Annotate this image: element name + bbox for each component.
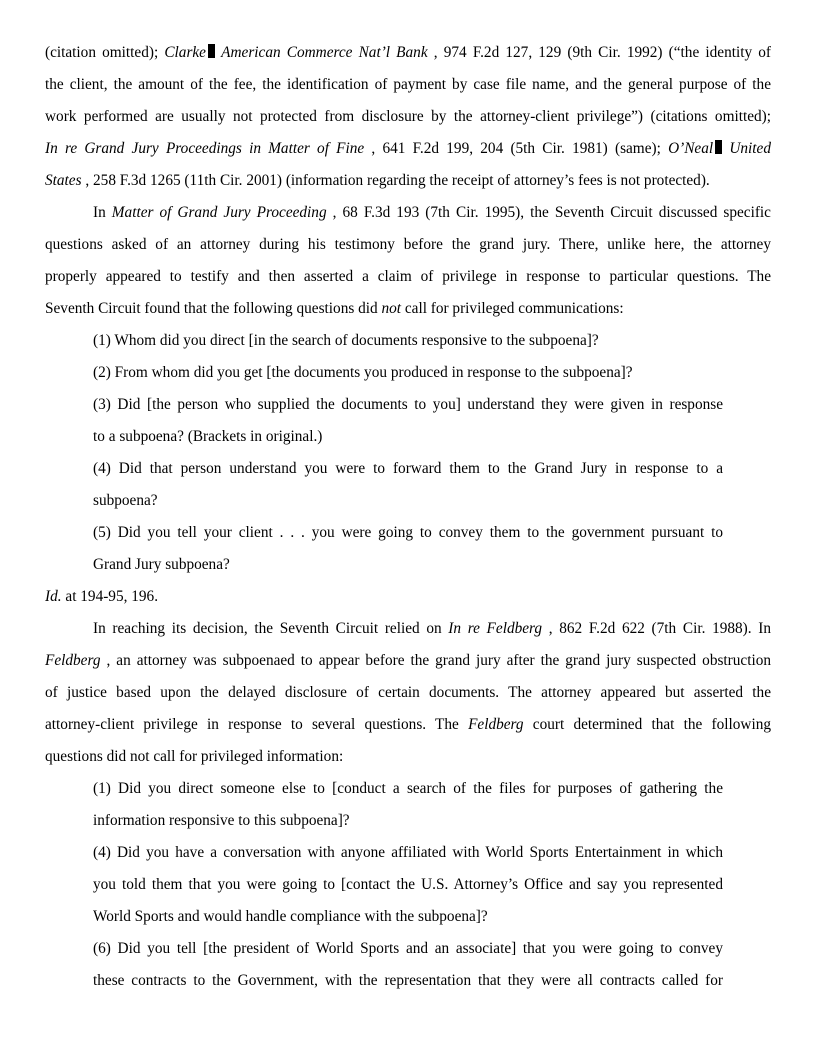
case-name: American Commerce Nat’l Bank (221, 44, 428, 61)
text-run: , 258 F.3d 1265 (11th Cir. 2001) (information regarding the receipt of attorney’s fees is not protected). (81, 172, 710, 189)
quoted-question: (4) Did you have a conversation with anyone affiliated with World Sports Entertainment in which (93, 844, 723, 861)
text-run: In (93, 204, 112, 221)
quoted-question: (2) From whom did you get [the documents you produced in response to the subpoena]? (93, 364, 633, 381)
quoted-question: World Sports and would handle compliance with the subpoena]? (93, 908, 488, 925)
text-line: questions did not call for privileged information: (45, 748, 344, 765)
case-name: Feldberg (468, 716, 524, 733)
quoted-question: (4) Did that person understand you were to forward them to the Grand Jury in response to a (93, 460, 723, 477)
text-line (45, 647, 771, 679)
text-run: call for privileged communications: (401, 300, 624, 317)
quoted-question: (1) Whom did you direct [in the search of documents responsive to the subpoena]? (93, 332, 599, 349)
quoted-question: (1) Did you direct someone else to [conduct a search of the files for purposes of gathering the (93, 780, 723, 797)
text-line (45, 615, 771, 647)
redaction-mark (208, 44, 215, 58)
text-line: questions asked of an attorney during his testimony before the grand jury. There, unlike here, the attorney (45, 236, 771, 253)
text-line (45, 199, 771, 231)
quoted-question: to a subpoena? (Brackets in original.) (93, 428, 323, 445)
quoted-question: (6) Did you tell [the president of World Sports and an associate] that you were going to convey (93, 940, 723, 957)
case-name: Feldberg (45, 652, 101, 669)
text-run: court determined that the following (523, 716, 772, 733)
case-name: States (45, 172, 82, 189)
text-line: properly appeared to testify and then asserted a claim of privilege in response to particular questions. The (45, 268, 771, 285)
document-page (45, 39, 771, 999)
text-run: , 641 F.2d 199, 204 (5th Cir. 1981) (same); (364, 140, 669, 157)
citation-signal: Id. (45, 588, 62, 605)
text-run: In reaching its decision, the Seventh Circuit relied on (93, 620, 449, 637)
text-line (45, 135, 771, 167)
text-run: , an attorney was subpoenaed to appear before the grand jury after the grand jury suspected obstruction (100, 652, 771, 669)
text-line: the client, the amount of the fee, the identification of payment by case file name, and the general purpose of the (45, 76, 771, 93)
text-run: , 68 F.3d 193 (7th Cir. 1995), the Seventh Circuit discussed specific (326, 204, 771, 221)
case-name: Clarke (164, 44, 206, 61)
case-name: In re Grand Jury Proceedings in Matter of Fine (45, 140, 365, 157)
quoted-question: (3) Did [the person who supplied the documents to you] understand they were given in response (93, 396, 723, 413)
case-name: In re Feldberg (448, 620, 543, 637)
emphasis: not (381, 300, 402, 317)
text-run: (citation omitted); (45, 44, 165, 61)
text-run: , 862 F.2d 622 (7th Cir. 1988). In (542, 620, 772, 637)
text-line (45, 39, 771, 71)
quoted-question: subpoena? (93, 492, 158, 509)
redaction-mark (715, 140, 722, 154)
text-line: work performed are usually not protected from disclosure by the attorney-client privilege”) (citations omitted); (45, 108, 771, 125)
quoted-question: you told them that you were going to [contact the U.S. Attorney’s Office and say you represented (93, 876, 723, 893)
text-line: of justice based upon the delayed disclosure of certain documents. The attorney appeared but asserted the (45, 684, 771, 701)
quoted-question: these contracts to the Government, with the representation that they were all contracts called for (93, 972, 723, 989)
citation-line (45, 583, 771, 615)
text-run: , 974 F.2d 127, 129 (9th Cir. 1992) (“the identity of (427, 44, 772, 61)
text-line (45, 167, 771, 199)
text-run: at 194-95, 196. (61, 588, 159, 605)
case-name: United (729, 140, 771, 157)
quoted-question: (5) Did you tell your client . . . you were going to convey them to the government pursuant to (93, 524, 723, 541)
case-name: Matter of Grand Jury Proceeding (111, 204, 327, 221)
text-run: Seventh Circuit found that the following questions did (45, 300, 382, 317)
text-line (45, 295, 771, 327)
text-run: attorney-client privilege in response to several questions. The (45, 716, 469, 733)
quoted-question: information responsive to this subpoena]? (93, 812, 350, 829)
quoted-question: Grand Jury subpoena? (93, 556, 230, 573)
text-line (45, 711, 771, 743)
case-name: O’Neal (668, 140, 714, 157)
